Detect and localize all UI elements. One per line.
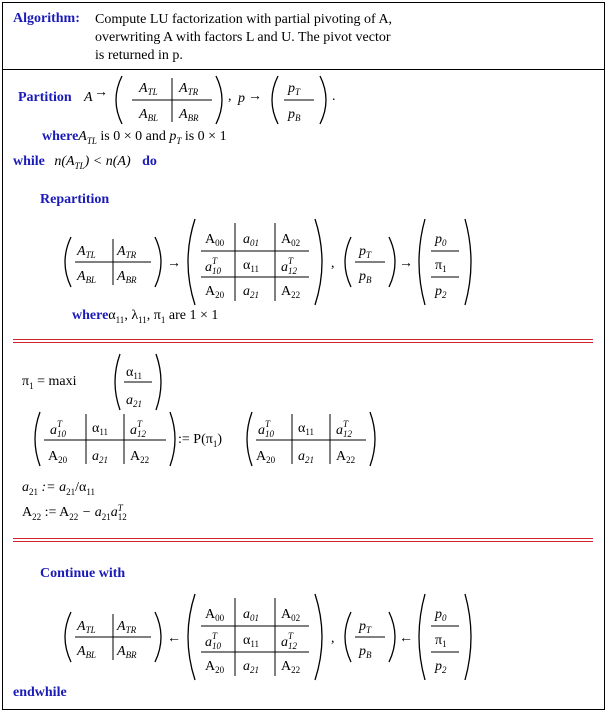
A22-rhs-sub: 22 bbox=[69, 512, 79, 523]
svg-text:π1: $\pi_1$ bbox=[435, 633, 447, 649]
algorithm-description bbox=[95, 11, 392, 65]
svg-text:aT12: $a^T$ 12 bbox=[130, 419, 147, 439]
pi-assign bbox=[22, 374, 76, 391]
a21-lhs-sub: 21 bbox=[29, 486, 38, 497]
svg-text:a21: $a_{21}$ bbox=[126, 393, 142, 409]
svg-text:A20: $A_{20}$ bbox=[205, 659, 225, 675]
svg-text:α11: $\alpha_{11}$ bbox=[243, 258, 260, 274]
a21-div-sub: 11 bbox=[86, 486, 96, 497]
svg-text:pB: $p_B$ bbox=[359, 269, 372, 285]
repartition-where bbox=[72, 308, 218, 325]
A22-minus-sub: 21 bbox=[101, 512, 111, 523]
svg-text:aT10: $a^T$ 10 bbox=[205, 256, 222, 276]
svg-text:→: → bbox=[399, 256, 413, 271]
a21-lhs: a bbox=[22, 480, 29, 495]
pi-symbol: π bbox=[22, 374, 30, 389]
svg-text:ATL: $A_{TL}$ bbox=[77, 244, 96, 260]
separator-top bbox=[13, 339, 593, 343]
svg-text:a21: $a_{21}$ bbox=[243, 284, 259, 300]
svg-text:aT12: $a^T$ 12 bbox=[336, 419, 353, 439]
while-cond-sub: TL bbox=[74, 160, 85, 171]
svg-text:←: ← bbox=[167, 631, 181, 646]
svg-text:A22: $A_{22}$ bbox=[281, 284, 301, 300]
svg-text:a21: $a_{21}$ bbox=[243, 659, 259, 675]
svg-text:α11: $\alpha_{11}$ bbox=[298, 421, 315, 437]
svg-text:→: → bbox=[248, 89, 262, 104]
svg-text:a01: $a_{01}$ bbox=[243, 232, 259, 248]
svg-text:p2: $p_2$ bbox=[435, 284, 447, 300]
desc-line-3: is returned in p. bbox=[95, 48, 183, 63]
svg-text:A20: $A_{20}$ bbox=[256, 449, 276, 465]
svg-text:α11: $\alpha_{11}$ bbox=[126, 365, 143, 381]
repartition-where-keyword: where bbox=[72, 308, 109, 323]
separator-bottom bbox=[13, 538, 593, 542]
partition-cond-A-sub: TL bbox=[86, 135, 97, 146]
svg-text:pT: $p_T$ bbox=[288, 81, 301, 97]
do-keyword: do bbox=[142, 154, 157, 169]
partition-cond-tail: is 0 × 1 bbox=[181, 129, 227, 144]
a21-update bbox=[22, 480, 95, 497]
svg-text:a01: $a_{01}$ bbox=[243, 607, 259, 623]
assign-P bbox=[178, 432, 222, 449]
svg-text:ATR: $A_{TR}$ bbox=[117, 244, 137, 260]
while-keyword: while bbox=[13, 154, 45, 169]
repartition-cond-sub1: 11 bbox=[115, 314, 125, 325]
svg-text:ABR: $A_{BR}$ bbox=[117, 644, 137, 660]
svg-text:ATR: $A_{TR}$ bbox=[117, 619, 137, 635]
partition-cond-A: A bbox=[78, 129, 87, 144]
svg-text:p: p bbox=[238, 91, 245, 106]
header-separator bbox=[2, 69, 605, 70]
assign-P-sub: 1 bbox=[212, 438, 218, 449]
svg-text:ABL: $A_{BL}$ bbox=[139, 107, 159, 123]
svg-text:ATL: $A_{TL}$ bbox=[77, 619, 96, 635]
svg-text:A00: $A_{00}$ bbox=[205, 607, 225, 623]
a21-rhs-sub: 21 bbox=[66, 486, 76, 497]
repartition-cond-alpha: α bbox=[108, 308, 116, 323]
svg-text:A02: $A_{02}$ bbox=[281, 607, 301, 623]
partition-where bbox=[42, 129, 227, 146]
svg-text:aT10: $a^T$ 10 bbox=[258, 419, 275, 439]
A22-a-sub: 12 bbox=[117, 512, 127, 522]
svg-text:.: . bbox=[332, 89, 336, 104]
algorithm-header bbox=[13, 11, 80, 27]
A22-rhs: := A bbox=[41, 505, 70, 521]
svg-text:pB: $p_B$ bbox=[359, 644, 372, 660]
svg-text:pT: $p_T$ bbox=[359, 619, 372, 635]
svg-text:ATL: $A_{TL}$ bbox=[139, 81, 158, 97]
svg-text:A02: $A_{02}$ bbox=[281, 232, 301, 248]
svg-text:aT10: $a^T$ 10 bbox=[205, 631, 222, 651]
endwhile-keyword: endwhile bbox=[13, 685, 67, 700]
svg-text:α11: $\alpha_{11}$ bbox=[243, 633, 260, 649]
repartition-keyword: Repartition bbox=[40, 192, 110, 207]
svg-text:ABL: $A_{BL}$ bbox=[77, 269, 97, 285]
continue-keyword: Continue with bbox=[40, 566, 126, 581]
A22-a-sup: T bbox=[117, 503, 123, 513]
svg-text:a21: $a_{21}$ bbox=[92, 449, 108, 465]
repartition-cond-sub2: 11 bbox=[138, 314, 147, 325]
svg-text:pT: $p_T$ bbox=[359, 244, 372, 260]
svg-text:ABR: $A_{BR}$ bbox=[179, 107, 199, 123]
repartition-matrices bbox=[55, 215, 485, 309]
svg-text:A22: $A_{22}$ bbox=[130, 449, 150, 465]
A22-a: a bbox=[110, 505, 118, 521]
assign-P-text: := P(π bbox=[178, 432, 213, 447]
assign-P-tail: ) bbox=[217, 432, 222, 447]
partition-cond-text: is 0 × 0 and bbox=[96, 129, 170, 144]
A22-a-scripts bbox=[118, 504, 127, 522]
repartition-cond-pi: , π bbox=[146, 308, 161, 323]
partition-where-keyword: where bbox=[42, 129, 79, 144]
svg-text:A20: $A_{20}$ bbox=[205, 284, 225, 300]
while-cond-tail: ) < n(A) bbox=[84, 154, 131, 169]
while-line bbox=[13, 154, 157, 171]
repartition-cond-tail: are 1 × 1 bbox=[165, 308, 219, 323]
desc-line-1: Compute LU factorization with partial pivoting of A, bbox=[95, 12, 393, 27]
svg-text:p2: $p_2$ bbox=[435, 659, 447, 675]
A22-lhs-sub: 22 bbox=[32, 512, 42, 523]
pi-sub: 1 bbox=[29, 380, 34, 391]
svg-text:→: → bbox=[94, 85, 108, 100]
A22-update bbox=[22, 504, 127, 522]
svg-text:→: → bbox=[167, 256, 181, 271]
svg-text:,: , bbox=[331, 256, 335, 271]
a21-div: /α bbox=[75, 480, 87, 495]
svg-text:α11: $\alpha_{11}$ bbox=[92, 421, 109, 437]
svg-text:π1: $\pi_1$ bbox=[435, 258, 447, 274]
continue-matrices bbox=[55, 590, 485, 684]
A22-minus: − a bbox=[78, 505, 102, 521]
svg-text:aT10: $a^T$ 10 bbox=[50, 419, 67, 439]
svg-text:p0: $p_0$ bbox=[435, 607, 447, 623]
maxi-vector bbox=[110, 352, 170, 412]
svg-text:aT12: $a^T$ 12 bbox=[281, 256, 298, 276]
svg-text:,: , bbox=[331, 631, 335, 646]
partition-matrices bbox=[94, 72, 344, 128]
repartition-cond-lambda: , λ bbox=[124, 308, 139, 323]
svg-text:A22: $A_{22}$ bbox=[336, 449, 356, 465]
svg-text:A00: $A_{00}$ bbox=[205, 232, 225, 248]
svg-text:A22: $A_{22}$ bbox=[281, 659, 301, 675]
svg-text:ABR: $A_{BR}$ bbox=[117, 269, 137, 285]
svg-text:←: ← bbox=[399, 631, 413, 646]
svg-text:a21: $a_{21}$ bbox=[298, 449, 314, 465]
algorithm-label: Algorithm: bbox=[13, 11, 80, 26]
desc-line-2: overwriting A with factors L and U. The pivot vector bbox=[95, 30, 391, 45]
partition-A: A bbox=[84, 90, 93, 105]
partition-cond-p-sub: T bbox=[176, 135, 182, 146]
svg-text:ATR: $A_{TR}$ bbox=[179, 81, 199, 97]
svg-text:aT12: $a^T$ 12 bbox=[281, 631, 298, 651]
partition-cond-p: p bbox=[169, 129, 177, 144]
svg-text:,: , bbox=[228, 89, 232, 104]
svg-text:ABL: $A_{BL}$ bbox=[77, 644, 97, 660]
while-cond: n(A bbox=[54, 154, 75, 169]
svg-text:A20: $A_{20}$ bbox=[48, 449, 68, 465]
A22-lhs: A bbox=[22, 505, 33, 521]
svg-text:p0: $p_0$ bbox=[435, 232, 447, 248]
maxi-text: = maxi bbox=[33, 374, 77, 389]
partition-keyword: Partition bbox=[18, 90, 72, 105]
svg-text:pB: $p_B$ bbox=[288, 107, 301, 123]
repartition-cond-sub3: 1 bbox=[160, 314, 166, 325]
a21-rhs: := a bbox=[38, 480, 67, 495]
